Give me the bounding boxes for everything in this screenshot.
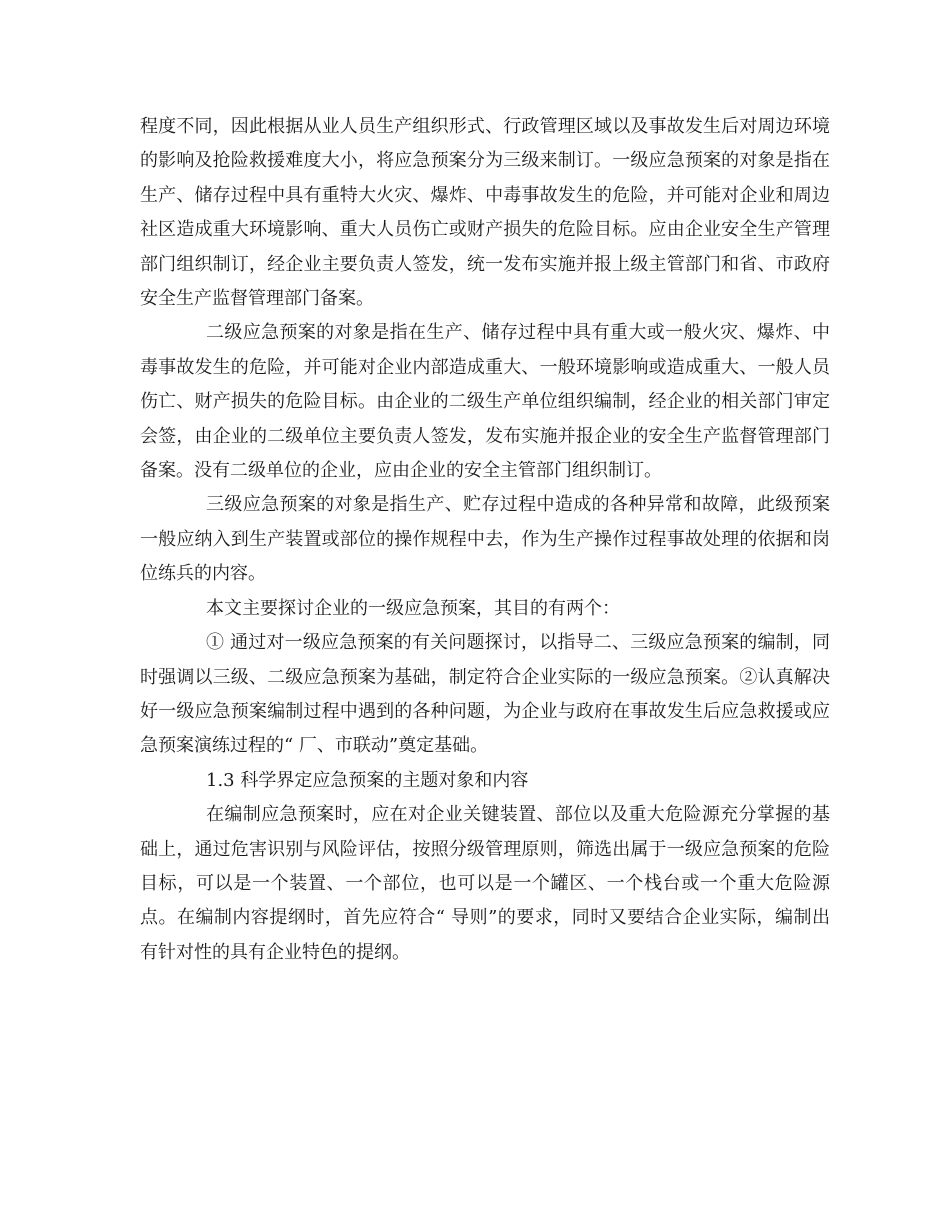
paragraph-second-level-plan: 二级应急预案的对象是指在生产、储存过程中具有重大或一般火灾、爆炸、中毒事故发生的危险，并可能对企业内部造成重大、一般环境影响或造成重大、一般人员伤亡、财产损失的危险目标。由企业的二级生产单位组织编制，经企业的相关部门审定会签，由企业的二级单位主要负责人签发，发布实施并报企业的安全生产监督管理部门备案。没有二级单位的企业，应由企业的安全主管部门组织制订。 [140,322,830,482]
paragraph-section-body: 在编制应急预案时，应在对企业关键装置、部位以及重大危险源充分掌握的基础上，通过危害识别与风险评估，按照分级管理原则，筛选出属于一级应急预案的危险目标，可以是一个装置、一个部位，也可以是一个罐区、一个栈台或一个重大危险源点。在编制内容提纲时，首先应符合“ 导则”的要求，同时又要结合企业实际，编制出有针对性的具有企业特色的提纲。 [140,804,830,963]
section-heading: 1.3 科学界定应急预案的主题对象和内容 [206,769,529,791]
document-page [140,110,830,970]
paragraph-third-level-plan: 三级应急预案的对象是指生产、贮存过程中造成的各种异常和故障，此级预案一般应纳入到生产装置或部位的操作规程中去，作为生产操作过程事故处理的依据和岗位练兵的内容。 [140,494,830,585]
paragraph-purpose-items: ① 通过对一级应急预案的有关问题探讨，以指导二、三级应急预案的编制，同时强调以三级、二级应急预案为基础，制定符合企业实际的一级应急预案。②认真解决好一级应急预案编制过程中遇到的各种问题，为企业与政府在事故发生后应急救援或应急预案演练过程的“ 厂、市联动”奠定基础。 [140,632,830,757]
paragraph-continuation: 程度不同，因此根据从业人员生产组织形式、行政管理区域以及事故发生后对周边环境的影响及抢险救援难度大小，将应急预案分为三级来制订。一级应急预案的对象是指在生产、储存过程中具有重特大火灾、爆炸、中毒事故发生的危险，并可能对企业和周边社区造成重大环境影响、重大人员伤亡或财产损失的危险目标。应由企业安全生产管理部门组织制订，经企业主要负责人签发，统一发布实施并报上级主管部门和省、市政府安全生产监督管理部门备案。 [140,116,830,310]
paragraph-purpose-intro: 本文主要探讨企业的一级应急预案，其目的有两个： [206,597,620,619]
